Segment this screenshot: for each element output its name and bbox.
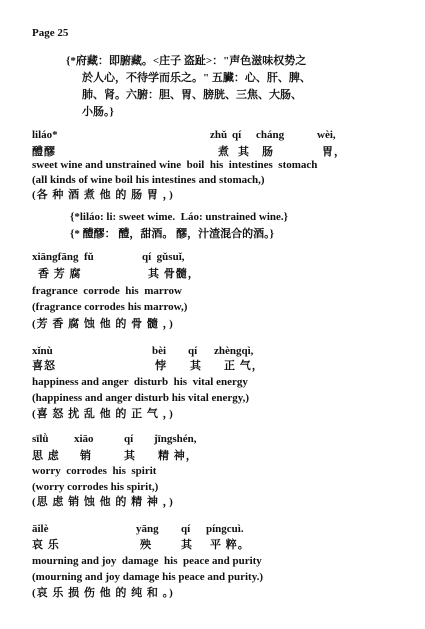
- pinyin-word-3: qí: [188, 345, 198, 357]
- chinese-word-1: 香 芳 腐: [38, 268, 82, 280]
- chinese-word-4: 正 气，: [224, 360, 264, 372]
- page-number: Page 25: [32, 27, 69, 39]
- chinese-translation: (喜 怒 扰 乱 他 的 正 气 ，): [32, 408, 174, 420]
- english-gloss: happiness and anger disturb his vital energy: [32, 376, 248, 388]
- section-note-line-2: {* 醴醪： 醴，甜酒。 醪，汁渣混合的酒。}: [70, 228, 274, 240]
- chinese-word-3: 其: [181, 539, 193, 551]
- english-paraphrase: (fragrance corrodes his marrow,): [32, 301, 188, 313]
- chinese-word-1: 哀 乐: [32, 539, 60, 551]
- chinese-translation: (芳 香 腐 蚀 他 的 骨 髓 ，): [32, 318, 174, 330]
- chinese-word-4: 肠: [262, 146, 274, 158]
- pinyin-word-5: wèi,: [317, 129, 336, 141]
- chinese-word-3: 其: [190, 360, 202, 372]
- chinese-word-1: 思 虑: [32, 450, 60, 462]
- english-paraphrase: (happiness and anger disturb his vital energy,): [32, 392, 250, 404]
- top-note-line-2: 於人心，不待学而乐之。" 五臟：心、肝、脾、: [82, 72, 311, 84]
- chinese-word-4: 平 粹。: [210, 539, 250, 551]
- pinyin-word-4: zhèngqì,: [214, 345, 254, 357]
- english-gloss: mourning and joy damage his peace and purity: [32, 555, 262, 567]
- pinyin-word-2: yāng: [136, 523, 159, 535]
- chinese-word-4: 精 神，: [158, 450, 198, 462]
- chinese-word-3: 其: [124, 450, 136, 462]
- top-note-line-4: 小肠。}: [82, 106, 114, 118]
- pinyin-word-3: qí: [181, 523, 191, 535]
- pinyin-word-1: xiāngfāng fǔ: [32, 251, 94, 263]
- pinyin-word-2: qí gǔsuǐ,: [142, 251, 185, 263]
- pinyin-word-4: cháng: [256, 129, 285, 141]
- chinese-word-2: 销: [80, 450, 92, 462]
- chinese-word-2: 悖: [155, 360, 167, 372]
- section-note-line-1: {*liláo: li: sweet wime. Láo: unstrained wine.}: [70, 211, 288, 223]
- top-note-line-1: {*府藏：即腑藏。<庄子 盗趾>："声色滋味权势之: [66, 55, 307, 67]
- pinyin-word-3: qí: [232, 129, 242, 141]
- pinyin-word-1: liláo*: [32, 129, 58, 141]
- pinyin-word-4: píngcuì.: [206, 523, 244, 535]
- pinyin-word-1: xǐnù: [32, 345, 53, 357]
- english-paraphrase: (all kinds of wine boil his intestines and stomach,): [32, 174, 265, 186]
- top-note-line-3: 肺、肾。六腑：胆、胃、膀胱、三焦、大肠、: [82, 89, 302, 101]
- chinese-translation: (哀 乐 损 伤 他 的 纯 和 。): [32, 587, 174, 599]
- chinese-translation: (各 种 酒 煮 他 的 肠 胃 ，): [32, 189, 174, 201]
- english-paraphrase: (mourning and joy damage his peace and purity.): [32, 571, 264, 583]
- english-gloss: fragrance corrode his marrow: [32, 285, 182, 297]
- pinyin-word-4: jīngshén,: [154, 433, 197, 445]
- chinese-word-2: 煮: [218, 146, 230, 158]
- chinese-word-2: 其 骨髓，: [148, 268, 200, 280]
- pinyin-word-2: bèi: [152, 345, 167, 357]
- chinese-word-2: 殃: [140, 539, 152, 551]
- chinese-word-5: 胃，: [322, 146, 346, 158]
- pinyin-word-1: sīlǜ: [32, 433, 49, 445]
- pinyin-word-2: zhǔ: [210, 129, 228, 141]
- pinyin-word-2: xiāo: [74, 433, 94, 445]
- english-gloss: worry corrodes his spirit: [32, 465, 157, 477]
- english-gloss: sweet wine and unstrained wine boil his intestines stomach: [32, 159, 318, 171]
- pinyin-word-1: āilè: [32, 523, 49, 535]
- english-paraphrase: (worry corrodes his spirit,): [32, 481, 159, 493]
- chinese-translation: (思 虑 销 蚀 他 的 精 神 ，): [32, 496, 174, 508]
- chinese-word-1: 醴醪: [32, 146, 56, 158]
- chinese-word-1: 喜怒: [32, 360, 56, 372]
- chinese-word-3: 其: [238, 146, 250, 158]
- pinyin-word-3: qí: [124, 433, 134, 445]
